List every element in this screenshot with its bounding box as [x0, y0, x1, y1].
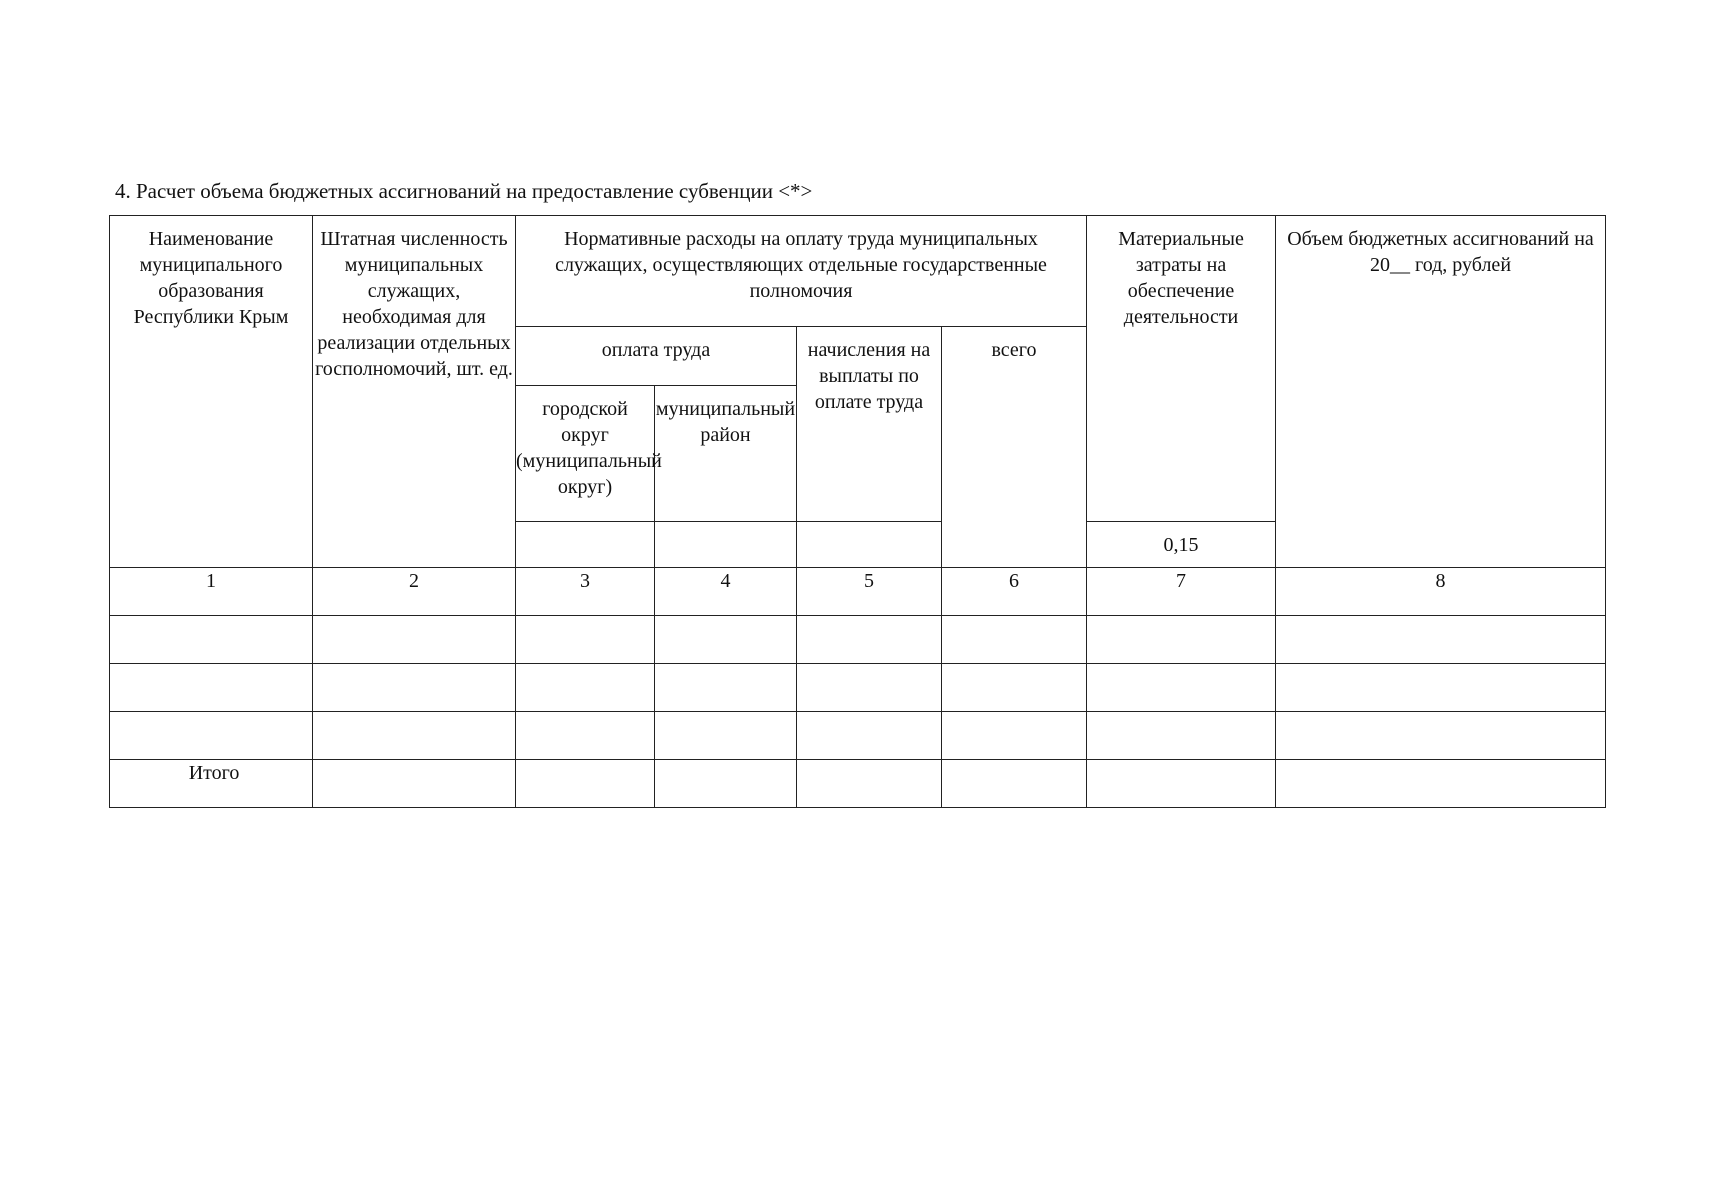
- table-cell: [516, 760, 655, 808]
- material-coefficient: 0,15: [1087, 522, 1276, 568]
- column-number: 8: [1276, 568, 1606, 616]
- header-budget-volume: Объем бюджетных ассигнований на 20__ год, рублей: [1276, 216, 1606, 568]
- table-cell: [1087, 664, 1276, 712]
- table-cell: [655, 760, 797, 808]
- column-number: 1: [110, 568, 313, 616]
- column-number: 6: [942, 568, 1087, 616]
- table-row: [110, 712, 1606, 760]
- total-row: [110, 760, 1606, 808]
- coefficient-cell: [797, 522, 942, 568]
- table-row: [110, 616, 1606, 664]
- table-cell: [110, 712, 313, 760]
- table-cell: [797, 760, 942, 808]
- table-cell: [655, 616, 797, 664]
- header-municipality-name: Наименование муниципального образования Республики Крым: [110, 216, 313, 568]
- table-cell: [797, 616, 942, 664]
- table-cell: [942, 760, 1087, 808]
- header-staff-count: Штатная численность муниципальных служащих, необходимая для реализации отдельных госполномочий, шт. ед.: [313, 216, 516, 568]
- coefficient-cell: [655, 522, 797, 568]
- table-cell: [313, 664, 516, 712]
- column-number: 5: [797, 568, 942, 616]
- table-cell: [1087, 616, 1276, 664]
- header-city-district: городской округ (муниципальный округ): [516, 386, 655, 522]
- table-cell: [313, 760, 516, 808]
- header-total: всего: [942, 327, 1087, 568]
- column-numbers-row: [110, 568, 1606, 616]
- header-municipal-district: муниципальный район: [655, 386, 797, 522]
- header-accruals: начисления на выплаты по оплате труда: [797, 327, 942, 522]
- table-cell: [1276, 712, 1606, 760]
- table-cell: [942, 712, 1087, 760]
- table-row: [110, 664, 1606, 712]
- section-title: 4. Расчет объема бюджетных ассигнований на предоставление субвенции <*>: [115, 179, 813, 203]
- column-number: 4: [655, 568, 797, 616]
- table-cell: [516, 616, 655, 664]
- column-number: 2: [313, 568, 516, 616]
- table-cell: [1276, 664, 1606, 712]
- table-cell: [313, 712, 516, 760]
- table-cell: [313, 616, 516, 664]
- table-cell: [516, 712, 655, 760]
- total-label: Итого: [110, 760, 313, 808]
- header-normative-expenses: Нормативные расходы на оплату труда муниципальных служащих, осуществляющих отдельные государственные полномочия: [516, 216, 1087, 327]
- table-cell: [1276, 760, 1606, 808]
- table-cell: [797, 664, 942, 712]
- table-cell: [110, 664, 313, 712]
- table-cell: [655, 664, 797, 712]
- table-cell: [655, 712, 797, 760]
- header-material-costs: Материальные затраты на обеспечение деятельности: [1087, 216, 1276, 522]
- table-cell: [1087, 760, 1276, 808]
- table-cell: [1087, 712, 1276, 760]
- table-cell: [516, 664, 655, 712]
- coefficient-cell: [516, 522, 655, 568]
- table-cell: [942, 616, 1087, 664]
- table-cell: [1276, 616, 1606, 664]
- column-number: 7: [1087, 568, 1276, 616]
- subvention-calculation-table: [109, 215, 1606, 808]
- table-cell: [110, 616, 313, 664]
- header-salary: оплата труда: [516, 327, 797, 386]
- column-number: 3: [516, 568, 655, 616]
- table-cell: [797, 712, 942, 760]
- table-cell: [942, 664, 1087, 712]
